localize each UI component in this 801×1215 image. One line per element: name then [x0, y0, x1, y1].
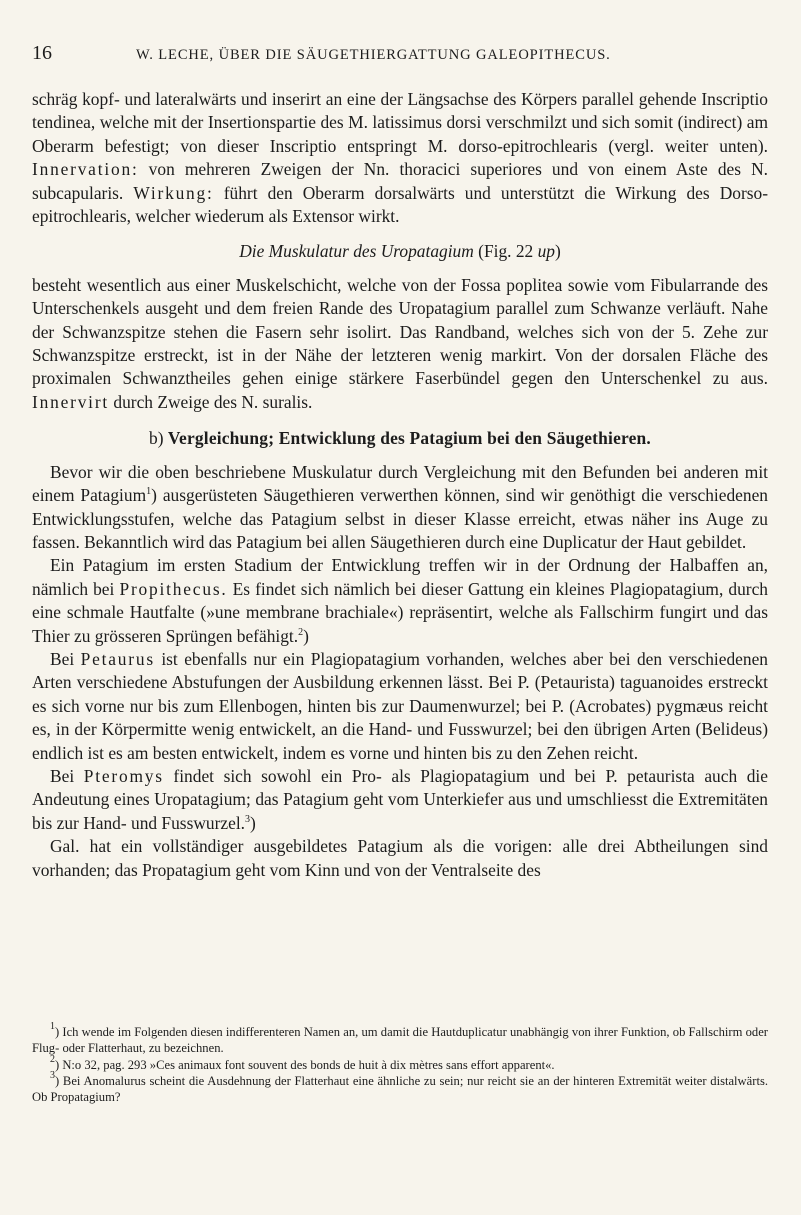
spaced-term: Petaurus	[80, 648, 155, 669]
spaced-term: Innervirt	[32, 391, 110, 412]
heading-title: Vergleichung; Entwicklung des Patagium bei den Säugethieren.	[167, 428, 651, 449]
footnote-ref[interactable]: 2	[298, 626, 304, 638]
footnote-mark: 1	[50, 1021, 55, 1032]
page-header	[32, 40, 772, 70]
text-run: Gal. hat ein vollständiger ausgebildetes Patagium als die vorigen: alle drei Abtheilungen sind vorhanden; das Propatagium geht vom Kinn und von der Ventralseite des	[32, 836, 768, 880]
section-heading-b	[32, 427, 768, 450]
section-heading-uropatagium	[32, 240, 768, 263]
heading-figref-italic: up	[537, 241, 555, 262]
footnote-text: ) Ich wende im Folgenden diesen indifferenteren Namen an, um damit die Hautduplicatur unabhängig von ihrer Funktion, ob Fallschirm oder Flug- oder Flatterhaut, zu bezeichnen.	[32, 1025, 768, 1056]
footnote-text: ) N:o 32, pag. 293 »Ces animaux font souvent des bonds de huit à dix mètres sans effort apparent«.	[55, 1057, 555, 1072]
paragraph-2	[32, 274, 768, 414]
text-run: )	[303, 625, 309, 646]
footnote-3	[32, 1069, 768, 1106]
heading-italic: Die Muskulatur des Uropatagium	[239, 241, 474, 262]
spaced-term: Innervation:	[32, 159, 139, 180]
text-run: besteht wesentlich aus einer Muskelschicht, welche von der Fossa poplitea sowie vom Fibularrande des Unterschenkels ausgeht und dem freien Rande des Uropatagium parallel zum Schwanze verläuft. Nahe der Schwanzspitze stehen die Fasern sehr isolirt. Das Randband, welches sich von der 5. Zehe zur Schwanzspitze erstreckt, ist in der Nähe der letzteren wenig markirt. Von der dorsalen Fläche des proximalen Schwanztheiles gehen einige stärkere Faserbündel gegen den Unterschenkel zu aus.	[32, 274, 768, 389]
footnote-1	[32, 1021, 768, 1057]
page-number: 16	[32, 42, 52, 64]
footnote-ref[interactable]: 1	[146, 486, 152, 498]
text-run: Bei	[50, 765, 84, 786]
paragraph-7	[32, 835, 768, 882]
text-run: Bei	[50, 648, 81, 669]
text-run: von mehreren Zweigen der Nn. thoracici superiores und von einem Aste des N. subcapularis.	[32, 159, 768, 203]
footnote-2	[32, 1053, 768, 1073]
running-title: W. LECHE, ÜBER DIE SÄUGETHIERGATTUNG GALEOPITHECUS.	[136, 47, 611, 63]
footnotes	[32, 1021, 768, 1105]
text-run: durch Zweige des N. suralis.	[109, 391, 313, 412]
text-run: )	[250, 812, 256, 833]
footnote-text: ) Bei Anomalurus scheint die Ausdehnung der Flatterhaut eine ähnliche zu sein; nur reicht sie an der hinteren Extremität weiter distalwärts. Ob Propatagium?	[32, 1073, 768, 1105]
paragraph-1	[32, 88, 768, 228]
text-run: Ein Patagium im ersten Stadium der Entwicklung treffen wir in der Ordnung der Halbaffen an, nämlich bei	[32, 555, 768, 599]
main-text	[32, 88, 768, 882]
footnote-ref[interactable]: 3	[245, 813, 251, 825]
text-run: Bevor wir die oben beschriebene Muskulatur durch Vergleichung mit den Befunden bei anderen mit einem Patagium	[32, 461, 768, 506]
heading-prefix: b)	[149, 428, 168, 449]
paragraph-3	[32, 461, 768, 555]
paragraph-5	[32, 648, 768, 765]
paragraph-6	[32, 765, 768, 835]
text-run: ist ebenfalls nur ein Plagiopatagium vorhanden, welches aber bei den verschiedenen Arten verschiedene Abstufungen der Ausbildung erkennen lässt. Bei P. (Petaurista) taguanoides erstreckt es sich vorne nur bis zum Ellenbogen, hinten bis zur Daumenwurzel; bei P. (Acrobates) pygmæus reicht es, in der Körpermitte wenig entwickelt, an die Hand- und Fusswurzel; bei den übrigen Arten (Belideus) endlich ist es am besten entwickelt, indem es vorne und hinten bis zu den Zehen reicht.	[32, 648, 768, 763]
spaced-term: Wirkung:	[133, 182, 214, 203]
spaced-term: Pteromys	[83, 765, 164, 786]
heading-figref: (Fig. 22	[473, 241, 538, 262]
spaced-term: Propithecus.	[119, 578, 228, 599]
text-run: findet sich sowohl ein Pro- als Plagiopatagium und bei P. petaurista auch die Andeutung eines Uropatagium; das Patagium geht vom Unterkiefer aus und umschliesst die Extremitäten bis zur Hand- und Fusswurzel.	[32, 765, 768, 833]
text-run: schräg kopf- und lateralwärts und inserirt an eine der Längsachse des Körpers parallel gehende Inscriptio tendinea, welche mit der Insertionspartie des M. latissimus dorsi verschmilzt und sich somit (indirect) am Oberarm befestigt; von dieser Inscriptio entspringt M. dorso-epitrochlearis (vergl. weiter unten).	[32, 89, 768, 156]
text-run: führt den Oberarm dorsalwärts und unterstützt die Wirkung des Dorso-epitrochlearis, welcher wiederum als Extensor wirkt.	[32, 182, 769, 227]
text-run: Es findet sich nämlich bei dieser Gattung ein kleines Plagiopatagium, durch eine schmale Hautfalte (»une membrane brachiale«) repräsentirt, welche als Fallschirm fungirt und das Thier zu grösseren Sprüngen befähigt.	[32, 578, 768, 646]
paragraph-4	[32, 554, 768, 648]
text-run: ) ausgerüsteten Säugethieren verwerthen können, sind wir genöthigt die verschiedenen Entwicklungsstufen, welche das Patagium selbst in dieser Klasse erreicht, etwas näher ins Auge zu fassen. Bekanntlich wird das Patagium bei allen Säugethieren durch eine Duplicatur der Haut gebildet.	[32, 485, 768, 552]
footnote-mark: 2	[50, 1053, 55, 1065]
footnote-mark: 3	[50, 1069, 55, 1081]
heading-close: )	[554, 241, 561, 262]
